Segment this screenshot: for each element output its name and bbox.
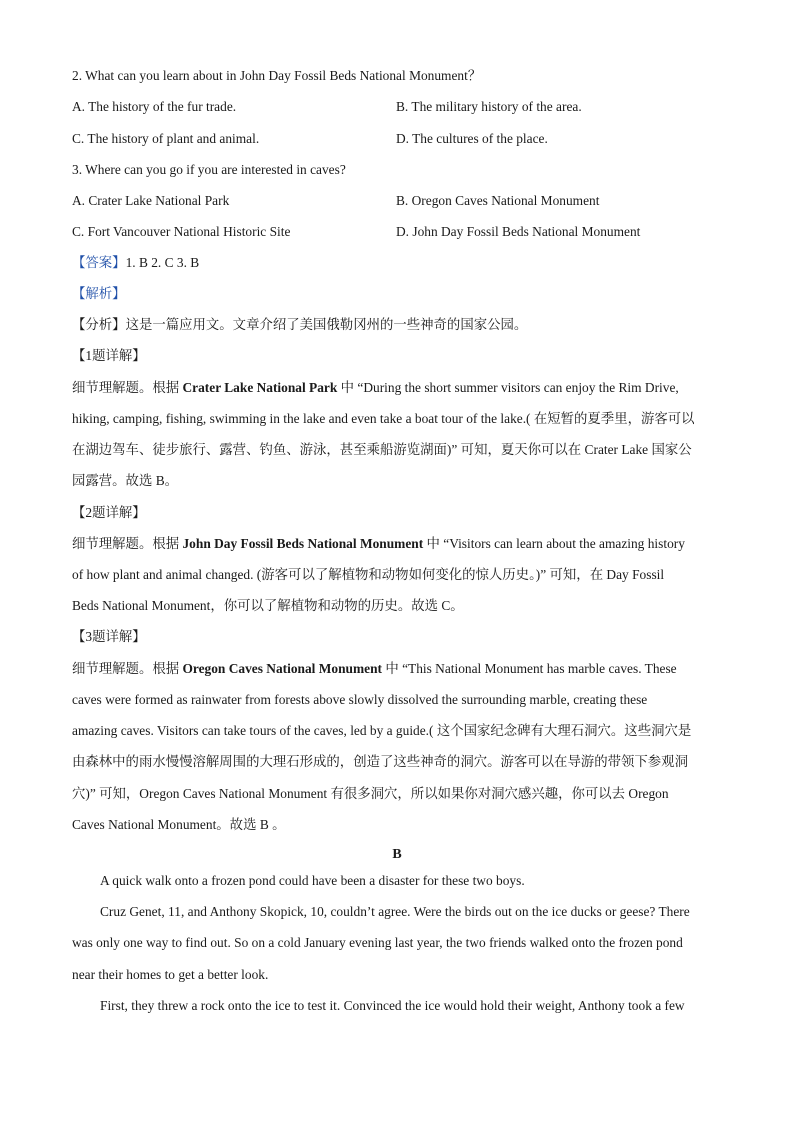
detail1-park-name: Crater Lake National Park <box>182 380 338 395</box>
q2-option-c: C. The history of plant and animal. <box>72 131 260 146</box>
detail2-heading: 【2题详解】 <box>72 505 146 520</box>
detail3-line4: 由森林中的雨水慢慢溶解周围的大理石形成的，创造了这些神奇的洞穴。游客可以在导游的带领下参观洞 <box>72 754 688 769</box>
q3-option-c: C. Fort Vancouver National Historic Site <box>72 224 291 239</box>
section-title: B <box>392 847 402 862</box>
analysis-label: 【解析】 <box>72 286 126 301</box>
detail1-quote-start: 中 “During the short summer visitors can enjoy the Rim Drive, <box>337 380 679 395</box>
detail3-intro: 细节理解题。根据 <box>72 661 183 676</box>
detail3-heading: 【3题详解】 <box>72 629 146 644</box>
detail2-line1 <box>72 534 685 554</box>
answer-text: 1. B 2. C 3. B <box>125 255 200 270</box>
passage-p1: A quick walk onto a frozen pond could have been a disaster for these two boys. <box>100 873 525 888</box>
detail2-line3: Beds National Monument，你可以了解植物和动物的历史。故选 C。 <box>72 598 464 613</box>
summary-label: 【分析】 <box>72 317 126 332</box>
detail1-line1 <box>72 378 679 398</box>
detail3-quote-start: 中 “This National Monument has marble caves. These <box>381 661 677 676</box>
q2-option-d: D. The cultures of the place. <box>396 131 548 146</box>
detail3-line1 <box>72 659 677 679</box>
passage-p2-line3: near their homes to get a better look. <box>72 967 269 982</box>
q2-question: 2. What can you learn about in John Day Fossil Beds National Monument？ <box>72 68 482 83</box>
summary-text: 这是一篇应用文。文章介绍了美国俄勒冈州的一些神奇的国家公园。 <box>125 317 528 332</box>
summary-line <box>72 315 527 335</box>
passage-p2-line1: Cruz Genet, 11, and Anthony Skopick, 10, couldn’t agree. Were the birds out on the ice ducks or geese? There <box>100 904 690 919</box>
detail3-line2: caves were formed as rainwater from forests above slowly dissolved the surrounding marble, creating these <box>72 692 648 707</box>
passage-p3-line1: First, they threw a rock onto the ice to test it. Convinced the ice would hold their weight, Anthony took a few <box>100 998 685 1013</box>
detail2-quote-start: 中 “Visitors can learn about the amazing history <box>423 536 685 551</box>
detail2-line2: of how plant and animal changed. (游客可以了解植物和动物如何变化的惊人历史。)” 可知，在 Day Fossil <box>72 567 665 582</box>
detail3-line5: 穴)” 可知，Oregon Caves National Monument 有很多洞穴，所以如果你对洞穴感兴趣，你可以去 Oregon <box>72 786 669 801</box>
detail1-intro: 细节理解题。根据 <box>72 380 183 395</box>
q3-question: 3. Where can you go if you are interested in caves? <box>72 162 346 177</box>
detail1-line2: hiking, camping, fishing, swimming in the lake and even take a boat tour of the lake.( 在短暂的夏季里，游客可以 <box>72 411 695 426</box>
answer-line <box>72 253 199 273</box>
detail1-heading: 【1题详解】 <box>72 348 146 363</box>
detail1-line3: 在湖边驾车、徒步旅行、露营、钓鱼、游泳，甚至乘船游览湖面)” 可知，夏天你可以在 Crater Lake 国家公 <box>72 442 692 457</box>
answer-label: 【答案】 <box>72 255 126 270</box>
detail2-intro: 细节理解题。根据 <box>72 536 183 551</box>
q2-option-b: B. The military history of the area. <box>396 99 582 114</box>
q3-option-b: B. Oregon Caves National Monument <box>396 193 600 208</box>
q2-option-a: A. The history of the fur trade. <box>72 99 237 114</box>
detail3-line6: Caves National Monument。故选 B 。 <box>72 817 286 832</box>
q3-option-a: A. Crater Lake National Park <box>72 193 230 208</box>
detail2-park-name: John Day Fossil Beds National Monument <box>182 536 424 551</box>
q3-option-d: D. John Day Fossil Beds National Monument <box>396 224 641 239</box>
detail3-line3: amazing caves. Visitors can take tours of the caves, led by a guide.( 这个国家纪念碑有大理石洞穴。这些洞穴是 <box>72 723 692 738</box>
detail3-park-name: Oregon Caves National Monument <box>182 661 382 676</box>
detail1-line4: 园露营。故选 B。 <box>72 473 179 488</box>
passage-p2-line2: was only one way to find out. So on a cold January evening last year, the two friends walked onto the frozen pond <box>72 935 683 950</box>
